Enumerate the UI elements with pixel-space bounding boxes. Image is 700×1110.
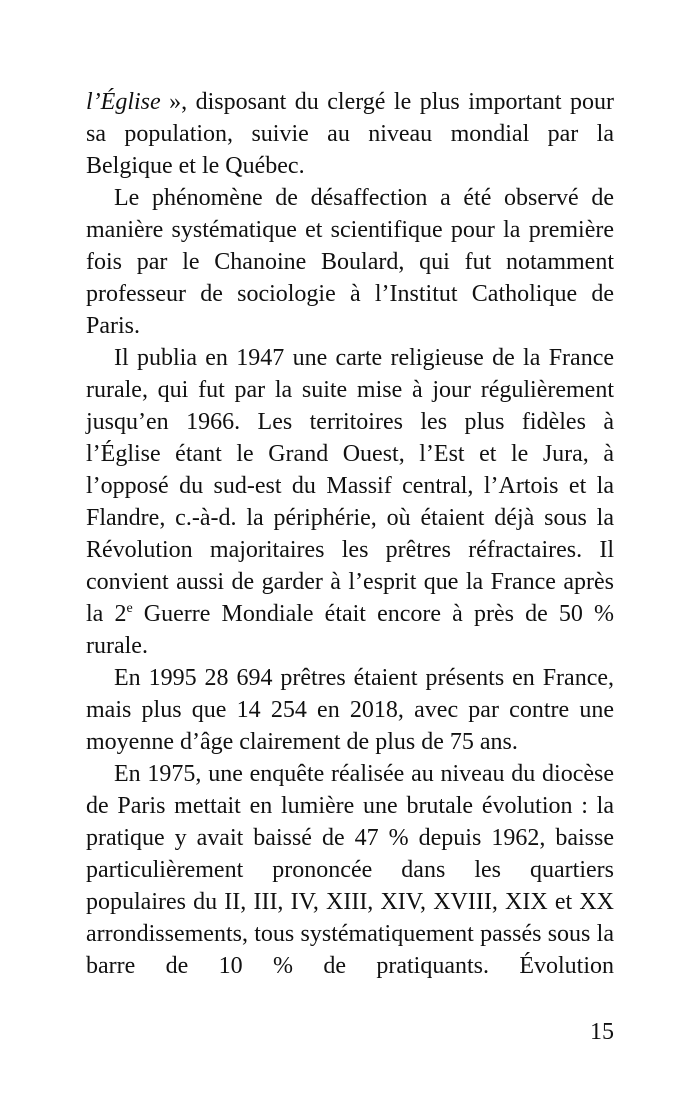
paragraph-2: Le phénomène de désaffection a été observé de manière systématique et scientifique pour la première fois par le Chanoine Boulard, qui fut notamment professeur de sociologie à l’Institut Catholique de Paris.: [86, 185, 614, 339]
page-number: 15: [590, 1019, 614, 1045]
paragraph-5: En 1975, une enquête réalisée au niveau du diocèse de Paris mettait en lumière une brutale évolution : la pratique y avait baissé de 47 % depuis 1962, baisse particulièrement prononcée dans les quartiers populaires du II, III, IV, XIII, XIV, XVIII, XIX et XX arrondissements, tous systématiquement passés sous la barre de 10 % de pratiquants. Évolution: [86, 761, 614, 979]
paragraph-1-italic-start: l’Église: [86, 89, 161, 115]
paragraph-4: En 1995 28 694 prêtres étaient présents en France, mais plus que 14 254 en 2018, avec par contre une moyenne d’âge clairement de plus de 75 ans.: [86, 665, 614, 755]
paragraph-1-text: », disposant du clergé le plus important pour sa population, suivie au niveau mondial par la Belgique et le Québec.: [86, 89, 614, 179]
paragraph-3-text-before: Il publia en 1947 une carte religieuse de la France rurale, qui fut par la suite mise à jour régulièrement jusqu’en 1966. Les territoires les plus fidèles à l’Église étant le Grand Ouest, l’Est et le Jura, à l’opposé du sud-est du Massif central, l’Artois et la Flandre, c.-à-d. la périphérie, où étaient déjà sous la Révolution majoritaires les prêtres réfractaires. Il convient aussi de garder à l’esprit que la France après la 2: [86, 345, 614, 627]
paragraph-3: [86, 342, 614, 662]
paragraph-1: [86, 86, 614, 182]
ordinal-superscript: e: [126, 601, 133, 616]
paragraph-3-text-after: Guerre Mondiale était encore à près de 50 % rurale.: [86, 601, 614, 659]
